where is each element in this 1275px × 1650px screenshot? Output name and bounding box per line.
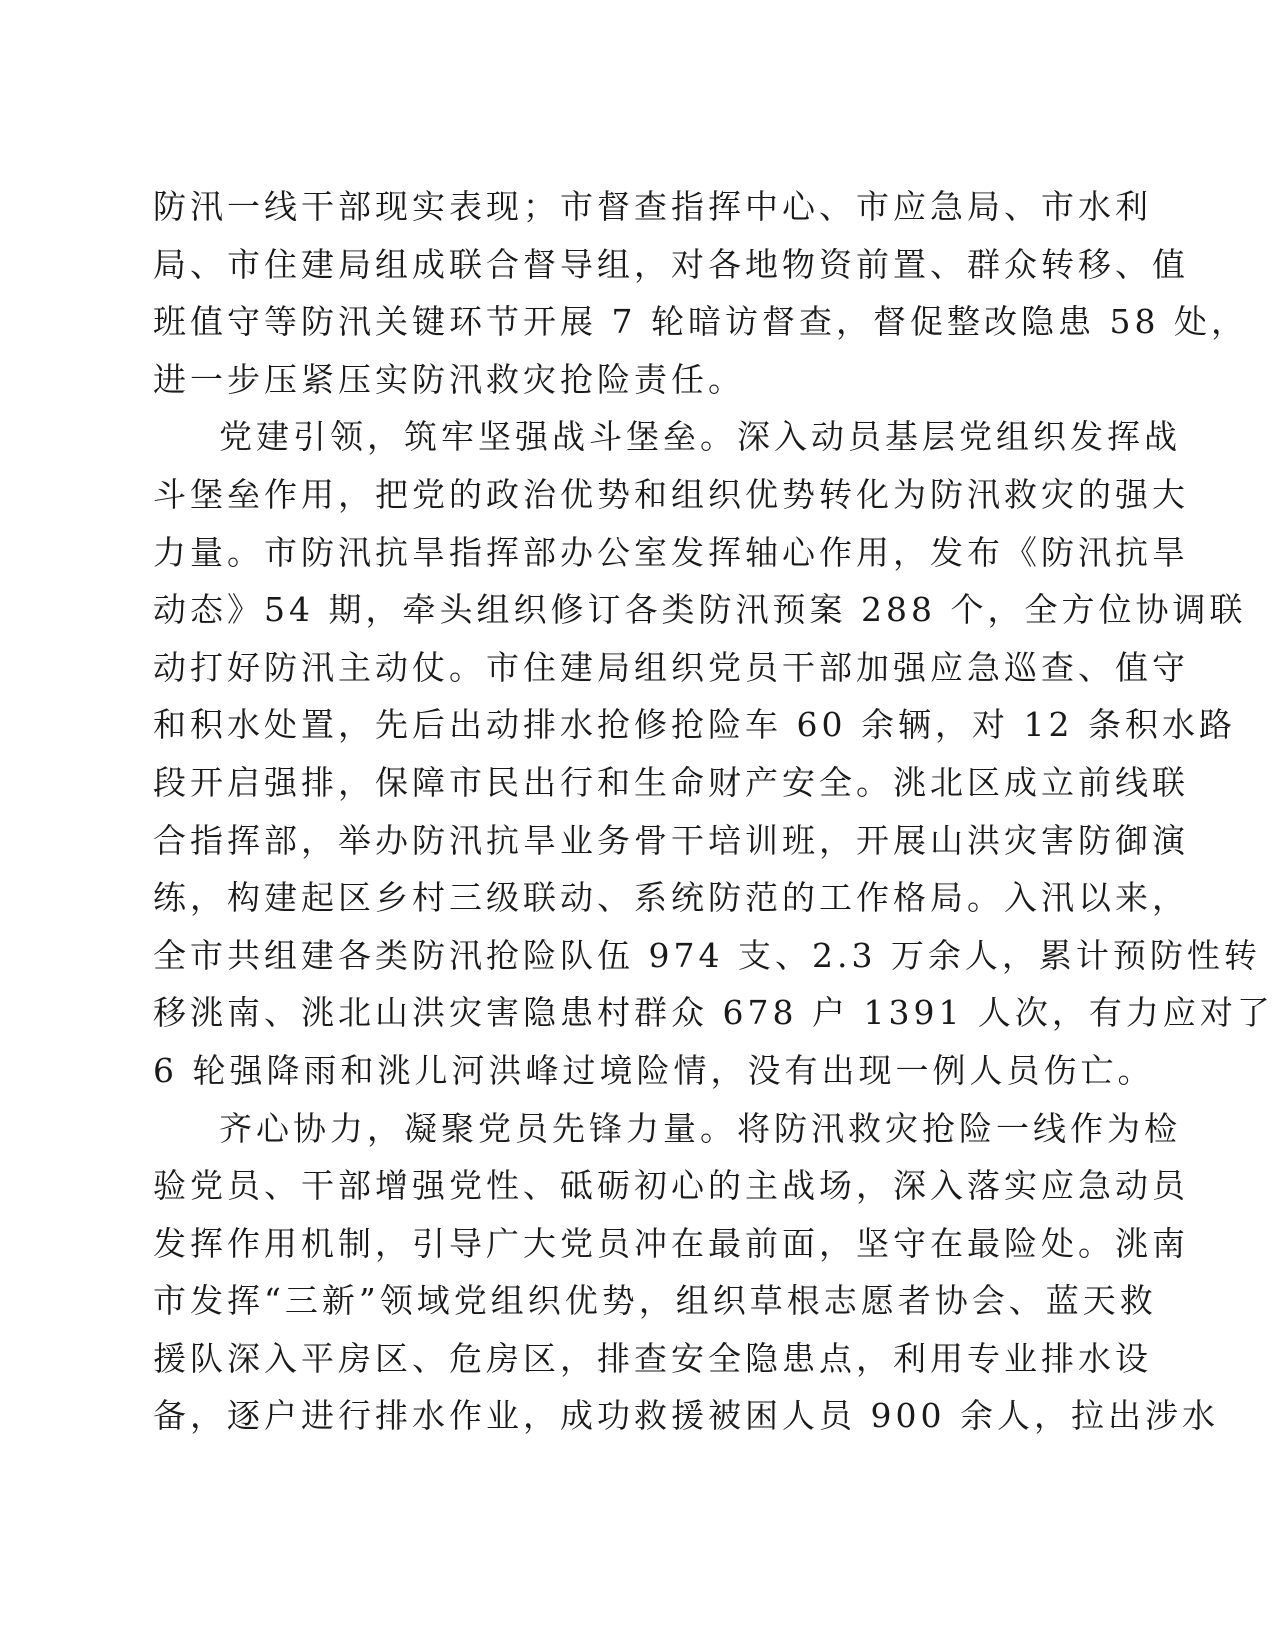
paragraph-1-line-3: 班值守等防汛关键环节开展 7 轮暗访督查，督促整改隐患 58 处， bbox=[153, 302, 1248, 342]
paragraph-3-line-1: 齐心协力，凝聚党员先锋力量。将防汛救灾抢险一线作为检 bbox=[219, 1108, 1181, 1148]
paragraph-3-line-5: 援队深入平房区、危房区，排查安全隐患点，利用专业排水设 bbox=[153, 1338, 1152, 1378]
paragraph-1-line-4: 进一步压紧压实防汛救灾抢险责任。 bbox=[153, 359, 745, 399]
paragraph-2-line-8: 合指挥部，举办防汛抗旱业务骨干培训班，开展山洪灾害防御演 bbox=[153, 820, 1189, 860]
paragraph-2-line-3: 力量。市防汛抗旱指挥部办公室发挥轴心作用，发布《防汛抗旱 bbox=[153, 532, 1189, 572]
paragraph-2-line-2: 斗堡垒作用，把党的政治优势和组织优势转化为防汛救灾的强大 bbox=[153, 474, 1189, 514]
document-body bbox=[153, 178, 1274, 1445]
paragraph-1-line-1: 防汛一线干部现实表现；市督查指挥中心、市应急局、市水利 bbox=[153, 187, 1152, 226]
paragraph-2-line-6: 和积水处置，先后出动排水抢修抢险车 60 余辆，对 12 条积水路 bbox=[153, 705, 1236, 745]
paragraph-2-line-9: 练，构建起区乡村三级联动、系统防范的工作格局。入汛以来， bbox=[153, 878, 1189, 918]
paragraph-2-line-12: 6 轮强降雨和洮儿河洪峰过境险情，没有出现一例人员伤亡。 bbox=[153, 1050, 1155, 1090]
paragraph-3-line-6: 备，逐户进行排水作业，成功救援被困人员 900 余人，拉出涉水 bbox=[153, 1396, 1219, 1436]
paragraph-3-line-2: 验党员、干部增强党性、砥砺初心的主战场，深入落实应急动员 bbox=[153, 1166, 1189, 1206]
paragraph-1-line-2: 局、市住建局组成联合督导组，对各地物资前置、群众转移、值 bbox=[153, 244, 1189, 284]
paragraph-3-line-3: 发挥作用机制，引导广大党员冲在最前面，坚守在最险处。洮南 bbox=[153, 1223, 1189, 1263]
paragraph-2-line-5: 动打好防汛主动仗。市住建局组织党员干部加强应急巡查、值守 bbox=[153, 647, 1189, 687]
paragraph-2-line-4: 动态》54 期，牵头组织修订各类防汛预案 288 个，全方位协调联 bbox=[153, 590, 1247, 630]
paragraph-2-line-7: 段开启强排，保障市民出行和生命财产安全。洮北区成立前线联 bbox=[153, 762, 1189, 802]
paragraph-2-line-1: 党建引领，筑牢坚强战斗堡垒。深入动员基层党组织发挥战 bbox=[219, 417, 1181, 457]
paragraph-2-line-10: 全市共组建各类防汛抢险队伍 974 支、2.3 万余人，累计预防性转 bbox=[153, 935, 1261, 975]
paragraph-3-line-4: 市发挥“三新”领域党组织优势，组织草根志愿者协会、蓝天救 bbox=[153, 1281, 1157, 1321]
paragraph-2-line-11: 移洮南、洮北山洪灾害隐患村群众 678 户 1391 人次，有力应对了 bbox=[153, 993, 1274, 1033]
